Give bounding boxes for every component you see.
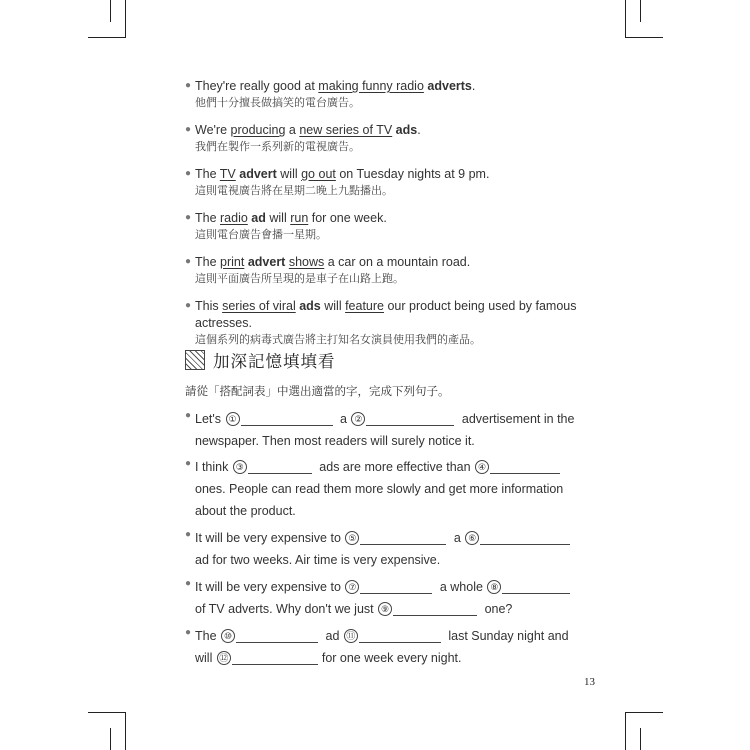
example-english (195, 210, 585, 227)
exercise-text: It will be very expensive to (195, 531, 345, 545)
crop-mark-top-left-h (88, 37, 126, 38)
exercise-line (185, 549, 575, 571)
example-chinese: 這則電視廣告將在星期二晚上九點播出。 (195, 184, 393, 197)
keyword-bold: ads (395, 123, 418, 137)
hatched-box-icon (185, 350, 205, 370)
exercise-text: a whole (436, 580, 487, 594)
collocation-underlined: shows (288, 255, 325, 269)
collocation-underlined: making funny radio (318, 79, 424, 93)
keyword-bold: advert (239, 167, 277, 181)
bullet-icon: ● (185, 300, 192, 311)
blank-number: ⑧ (487, 580, 501, 594)
exercise-line (185, 527, 575, 549)
answer-blank[interactable] (236, 628, 318, 643)
exercise-line (185, 500, 575, 522)
exercise-text: ones. People can read them more slowly and get more information (195, 482, 564, 496)
sentence-text: a car on a mountain road. (324, 255, 471, 269)
crop-mark-bottom-right-h (625, 712, 663, 713)
exercise-line (185, 478, 575, 500)
exercise-text: a (336, 412, 351, 426)
exercise-line (185, 456, 575, 478)
example-sentences-list (185, 78, 585, 359)
example-item (185, 210, 585, 243)
example-english (195, 298, 585, 332)
bullet-icon: ● (185, 212, 192, 223)
example-english (195, 122, 585, 139)
collocation-underlined: radio (220, 211, 248, 225)
blank-number: ④ (475, 460, 489, 474)
sentence-text: They're really good at (195, 79, 319, 93)
answer-blank[interactable] (360, 530, 446, 545)
example-item (185, 166, 585, 199)
answer-blank[interactable] (248, 459, 312, 474)
bullet-icon: ● (185, 578, 192, 589)
answer-blank[interactable] (366, 411, 454, 426)
exercise-line (185, 576, 575, 598)
answer-blank[interactable] (480, 530, 570, 545)
exercise-line (185, 647, 575, 669)
exercise-text: a (450, 531, 465, 545)
bullet-icon: ● (185, 529, 192, 540)
bullet-icon: ● (185, 410, 192, 421)
page-number: 13 (584, 676, 595, 688)
blank-number: ⑦ (345, 580, 359, 594)
sentence-text: This (195, 299, 223, 313)
exercise-text: of TV adverts. Why don't we just (195, 602, 378, 616)
exercise-text: last Sunday night and (444, 629, 569, 643)
crop-mark-top-right-h (625, 37, 663, 38)
exercise-text: will (195, 651, 216, 665)
exercise-line (185, 430, 575, 452)
exercise-text: advertisement in the (458, 412, 575, 426)
example-chinese: 這則電台廣告會播一星期。 (195, 228, 327, 241)
blank-number: ⑫ (217, 651, 231, 665)
example-chinese: 這個系列的病毒式廣告將主打知名女演員使用我們的產品。 (195, 333, 481, 346)
exercise-text: for one week every night. (321, 651, 462, 665)
collocation-underlined: print (220, 255, 245, 269)
bullet-icon: ● (185, 256, 192, 267)
sentence-text: We're (195, 123, 231, 137)
bullet-icon: ● (185, 627, 192, 638)
answer-blank[interactable] (502, 579, 570, 594)
exercise-text: The (195, 629, 221, 643)
exercise-line (185, 598, 575, 620)
answer-blank[interactable] (490, 459, 560, 474)
crop-mark-top-right-v2 (640, 0, 641, 22)
exercise-text: one? (481, 602, 513, 616)
example-english (195, 166, 585, 183)
sentence-text: The (195, 167, 220, 181)
example-item (185, 122, 585, 155)
example-item (185, 298, 585, 348)
exercise-item (185, 527, 575, 571)
sentence-text: will (265, 211, 291, 225)
keyword-bold: advert (247, 255, 286, 269)
sentence-text: The (195, 255, 221, 269)
keyword-bold: ad (251, 211, 266, 225)
keyword-bold: adverts (427, 79, 472, 93)
collocation-underlined: go out (301, 167, 336, 181)
crop-mark-top-left-v2 (110, 0, 111, 22)
example-english (195, 254, 585, 271)
exercise-item (185, 625, 575, 669)
exercise-text: ad (322, 629, 343, 643)
collocation-underlined: feature (345, 299, 384, 313)
exercise-line (185, 408, 575, 430)
sentence-text: The (195, 211, 221, 225)
exercise-text: newspaper. Then most readers will surely notice it. (195, 434, 475, 448)
bullet-icon: ● (185, 458, 192, 469)
example-item (185, 254, 585, 287)
exercise-text: It will be very expensive to (195, 580, 345, 594)
collocation-underlined: TV (219, 167, 236, 181)
blank-number: ③ (233, 460, 247, 474)
exercise-text: Let's (195, 412, 225, 426)
answer-blank[interactable] (359, 628, 441, 643)
keyword-bold: ads (299, 299, 321, 313)
collocation-underlined: run (290, 211, 309, 225)
bullet-icon: ● (185, 80, 192, 91)
crop-mark-bottom-left-v2 (110, 728, 111, 750)
exercise-text: ads are more effective than (315, 460, 475, 474)
sentence-text: on Tuesday nights at 9 pm. (335, 167, 490, 181)
section-title: 加深記憶填填看 (213, 352, 336, 371)
collocation-underlined: series of viral (222, 299, 296, 313)
blank-number: ⑨ (378, 602, 392, 616)
blank-number: ⑥ (465, 531, 479, 545)
example-item (185, 78, 585, 111)
exercise-text: ad for two weeks. Air time is very expensive. (195, 553, 441, 567)
exercise-line (185, 625, 575, 647)
bullet-icon: ● (185, 168, 192, 179)
example-chinese: 這則平面廣告所呈現的是車子在山路上跑。 (195, 272, 404, 285)
exercise-instruction: 請從「搭配詞表」中選出適當的字，完成下列句子。 (185, 384, 450, 398)
exercise-item (185, 456, 575, 522)
collocation-underlined: new series of TV (299, 123, 393, 137)
sentence-text: for one week. (308, 211, 387, 225)
example-chinese: 我們在製作一系列新的電視廣告。 (195, 140, 360, 153)
example-chinese: 他們十分擅長做搞笑的電台廣告。 (195, 96, 360, 109)
blank-number: ⑩ (221, 629, 235, 643)
collocation-underlined: producing (230, 123, 286, 137)
answer-blank[interactable] (232, 650, 318, 665)
blank-number: ① (226, 412, 240, 426)
crop-mark-top-left-v (125, 0, 126, 38)
blank-number: ② (351, 412, 365, 426)
crop-mark-bottom-left-v (125, 712, 126, 750)
exercise-text: I think (195, 460, 232, 474)
answer-blank[interactable] (393, 601, 477, 616)
sentence-text: a (285, 123, 300, 137)
sentence-text: our product being used by famous actresses. (195, 299, 577, 330)
sentence-text: . (417, 123, 421, 137)
exercise-item (185, 408, 575, 452)
crop-mark-bottom-right-v (625, 712, 626, 750)
answer-blank[interactable] (360, 579, 432, 594)
blank-number: ⑤ (345, 531, 359, 545)
sentence-text: will (276, 167, 302, 181)
section-header (185, 347, 336, 373)
blank-number: ⑪ (344, 629, 358, 643)
crop-mark-bottom-right-v2 (640, 728, 641, 750)
sentence-text: will (320, 299, 346, 313)
crop-mark-bottom-left-h (88, 712, 126, 713)
bullet-icon: ● (185, 124, 192, 135)
answer-blank[interactable] (241, 411, 333, 426)
sentence-text: . (471, 79, 476, 93)
crop-mark-top-right-v (625, 0, 626, 38)
exercise-item (185, 576, 575, 620)
exercise-text: about the product. (195, 504, 296, 518)
example-english (195, 78, 585, 95)
